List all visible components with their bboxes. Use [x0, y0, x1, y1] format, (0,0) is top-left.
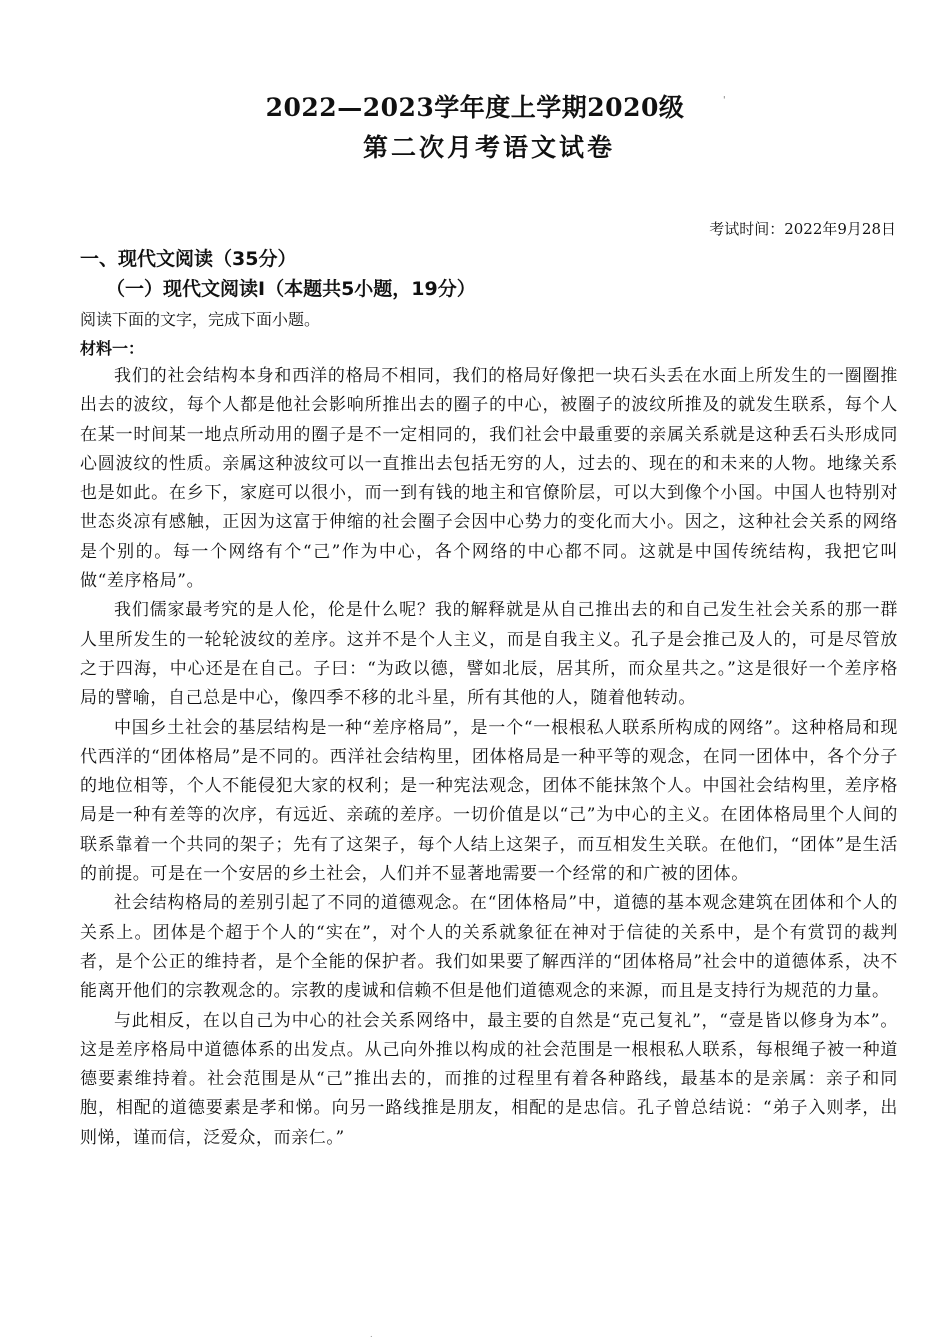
paragraph: 与此相反，在以自己为中心的社会关系网络中，最主要的自然是“克己复礼”，“壹是皆以修身为本”。这是差序格局中道德体系的出发点。从己向外推以构成的社会范围是一根根私人联系，每根绳子被一种道德要素维持着。社会范围是从“己”推出去的，而推的过程里有着各种路线，最基本的是亲属：亲子和同胞，相配的道德要素是孝和悌。向另一路线推是朋友，相配的是忠信。孔子曾总结说：“弟子入则孝，出则悌，谨而信，泛爱众，而亲仁。”	[80, 1010, 898, 1148]
exam-title-line1: 2022—2023学年度上学期2020级	[265, 93, 685, 122]
paragraph: 中国乡土社会的基层结构是一种“差序格局”，是一个“一根根私人联系所构成的网络”。这种格局和现代西洋的“团体格局”是不同的。西洋社会结构里，团体格局是一种平等的观念，在同一团体中，各个分子的地位相等，个人不能侵犯大家的权利；是一种宪法观念，团体不能抹煞个人。中国社会结构里，差序格局是一种有差等的次序，有远近、亲疏的差序。一切价值是以“己”为中心的主义。在团体格局里个人间的联系靠着一个共同的架子；先有了这架子，每个人结上这架子，而互相发生关联。在他们，“团体”是生活的前提。可是在一个安居的乡土社会，人们并不显著地需要一个经常的和广被的团体。	[80, 717, 898, 885]
paragraph: 我们儒家最考究的是人伦，伦是什么呢？我的解释就是从自己推出去的和自己发生社会关系的那一群人里所发生的一轮轮波纹的差序。这并不是个人主义，而是自我主义。孔子是会推己及人的，可是尽管放之于四海，中心还是在自己。子曰：“为政以德，譬如北辰，居其所，而众星共之。”这是很好一个差序格局的譬喻，自己总是中心，像四季不移的北斗星，所有其他的人，随着他转动。	[80, 600, 898, 709]
subsection-heading: （一）现代文阅读I（本题共5小题，19分）	[106, 278, 476, 300]
header-tick-mark: '	[723, 96, 726, 106]
footer-dot: .	[370, 1330, 373, 1339]
section-heading: 一、现代文阅读（35分）	[80, 248, 297, 270]
paragraph: 社会结构格局的差别引起了不同的道德观念。在“团体格局”中，道德的基本观念建筑在团体和个人的关系上。团体是个超于个人的“实在”，对个人的关系就象征在神对于信徒的关系中，是个有赏罚的裁判者，是个公正的维持者，是个全能的保护者。我们如果要了解西洋的“团体格局”社会中的道德体系，决不能离开他们的宗教观念的。宗教的虔诚和信赖不但是他们道德观念的来源，而且是支持行为规范的力量。	[80, 893, 898, 1002]
reading-instruction: 阅读下面的文字，完成下面小题。	[80, 310, 321, 329]
material-label: 材料一：	[80, 339, 145, 358]
exam-time: 考试时间：2022年9月28日	[709, 220, 896, 238]
paragraph: 我们的社会结构本身和西洋的格局不相同，我们的格局好像把一块石头丢在水面上所发生的一圈圈推出去的波纹，每个人都是他社会影响所推出去的圈子的中心，被圈子的波纹所推及的就发生联系，每个人在某一时间某一地点所动用的圈子是不一定相同的，我们社会中最重要的亲属关系就是这种丢石头形成同心圆波纹的性质。亲属这种波纹可以一直推出去包括无穷的人，过去的、现在的和未来的人物。地缘关系也是如此。在乡下，家庭可以很小，而一到有钱的地主和官僚阶层，可以大到像个小国。中国人也特别对世态炎凉有感触，正因为这富于伸缩的社会圈子会因中心势力的变化而大小。因之，这种社会关系的网络是个别的。每一个网络有个“己”作为中心，各个网络的中心都不同。这就是中国传统结构，我把它叫做“差序格局”。	[80, 366, 898, 592]
material-body	[80, 362, 898, 1153]
exam-title-line2: 第二次月考语文试卷	[362, 133, 615, 162]
